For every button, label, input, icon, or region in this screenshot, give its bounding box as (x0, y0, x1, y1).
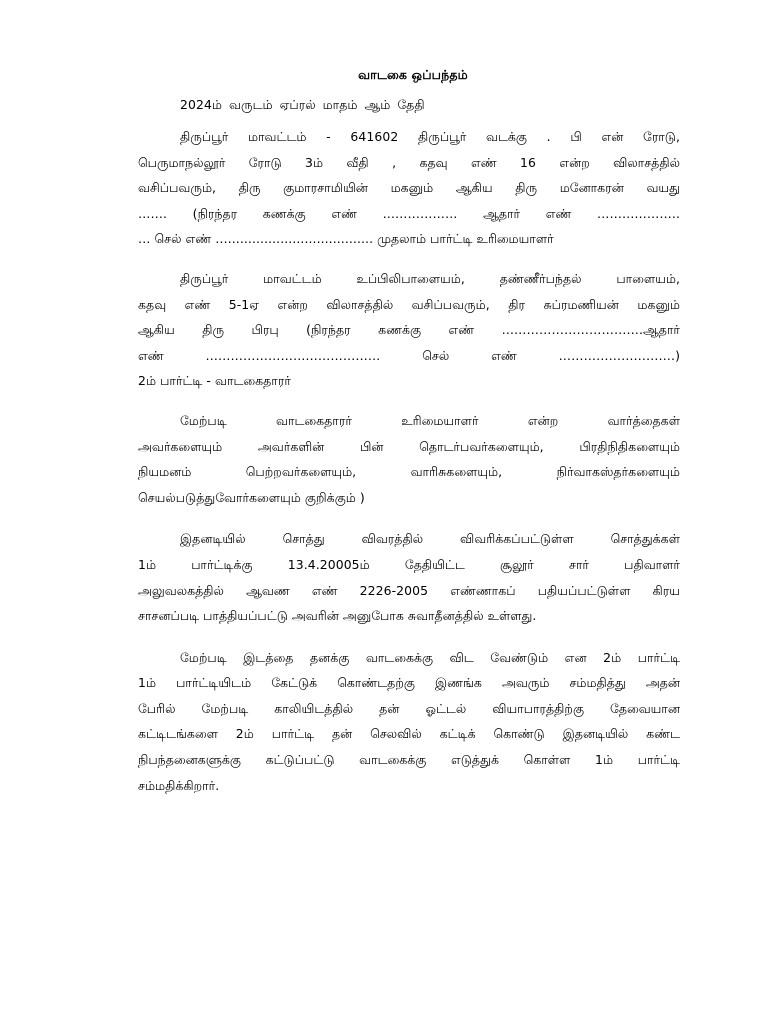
paragraph-line: சாசனப்படி பாத்தியப்பட்டு அவரின் அனுபோக சுவாதீனத்தில் உள்ளது. (138, 608, 537, 624)
paragraph-line: மேற்படி இடத்தை தனக்கு வாடகைக்கு விட வேண்டும் என 2ம் பார்ட்டி (180, 649, 680, 665)
paragraph-definitions (138, 408, 680, 510)
paragraph-line: ……. (நிரந்தர கணக்கு எண் ……………… ஆதார் எண் ……………….. (138, 205, 680, 221)
paragraph-lease-consent (138, 645, 680, 799)
paragraph-second-party (138, 266, 680, 394)
paragraph-line: 2ம் பார்ட்டி - வாடகைதாரர் (138, 373, 291, 389)
paragraph-line: 1ம் பார்ட்டிக்கு 13.4.20005ம் தேதியிட்ட சூலூர் சார் பதிவாளர் (138, 556, 680, 572)
paragraph-line: அவர்களையும் அவர்களின் பின் தொடர்பவர்களையும், பிரதிநிதிகளையும் (138, 438, 680, 454)
paragraph-line: மேற்படி வாடகைதாரர் உரிமையாளர் என்ற வார்த்தைகள் (180, 412, 680, 428)
agreement-body (138, 64, 680, 814)
paragraph-line: சம்மதிக்கிறார். (138, 777, 220, 793)
paragraph-line: திருப்பூர் மாவட்டம் - 641602 திருப்பூர் வடக்கு . பி என் ரோடு, (180, 129, 680, 144)
paragraph-line: நியமனம் பெற்றவர்களையும், வாரிசுகளையும், நிர்வாகஸ்தர்களையும் (138, 464, 680, 480)
date-line: 2024ம் வருடம் ஏப்ரல் மாதம் ஆம் தேதி (180, 97, 425, 112)
paragraph-line: நிபந்தனைகளுக்கு கட்டுப்பட்டு வாடகைக்கு எடுத்துக் கொள்ள 1ம் பார்ட்டி (138, 752, 680, 768)
paragraph-property-ownership (138, 526, 680, 628)
paragraph-line: எண் …………………………………… செல் எண் ……………………….) (138, 347, 680, 363)
paragraph-first-party (138, 124, 680, 252)
paragraph-line: 1ம் பார்ட்டியிடம் கேட்டுக் கொண்டதற்கு இணங்க அவரும் சம்மதித்து அதன் (138, 675, 680, 691)
paragraph-line: திருப்பூர் மாவட்டம் உப்பிலிபாளையம், தண்ணீர்பந்தல் பாளையம், (180, 270, 680, 286)
paragraph-line: கதவு எண் 5-1ஏ என்ற விலாசத்தில் வசிப்பவரும், திர சுப்ரமணியன் மகனும் (138, 296, 680, 312)
document-title: வாடகை ஒப்பந்தம் (358, 67, 468, 82)
paragraph-line: … செல் எண் ….................................... முதலாம் பார்ட்டி உரிமையாளர் (138, 231, 554, 247)
paragraph-line: ஆகிய திரு பிரபு (நிரந்தர கணக்கு எண் …………………………….ஆதார் (138, 322, 680, 338)
paragraph-line: வசிப்பவரும், திரு குமாரசாமியின் மகனும் ஆகிய திரு மனோகரன் வயது (138, 180, 680, 196)
paragraph-line: செயல்படுத்துவோர்களையும் குறிக்கும் ) (138, 489, 365, 505)
paragraph-line: பேரில் மேற்படி காலியிடத்தில் தன் ஓட்டல் வியாபாரத்திற்கு தேவையான (138, 700, 680, 716)
paragraph-line: கட்டிடங்களை 2ம் பார்ட்டி தன் செலவில் கட்டிக் கொண்டு இதனடியில் கண்ட (138, 726, 680, 742)
paragraph-line: இதனடியில் சொத்து விவரத்தில் விவரிக்கப்பட்டுள்ள சொத்துக்கள் (180, 531, 680, 547)
paragraph-line: பெருமாநல்லூர் ரோடு 3ம் வீதி , கதவு எண் 16 என்ற விலாசத்தில் (138, 154, 680, 170)
paragraph-line: அலுவலகத்தில் ஆவண எண் 2226-2005 எண்ணாகப் பதியப்பட்டுள்ள கிரய (138, 582, 680, 598)
